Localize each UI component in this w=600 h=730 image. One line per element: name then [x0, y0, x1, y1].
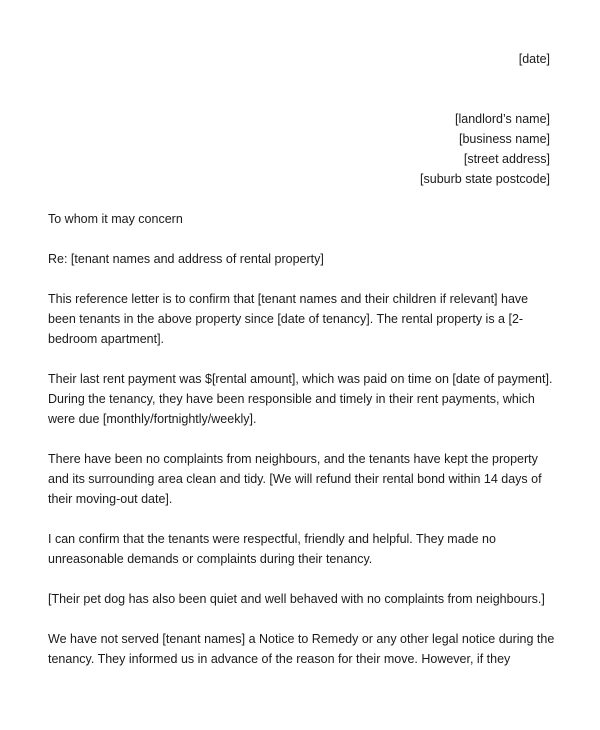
- salutation: To whom it may concern: [48, 212, 183, 226]
- paragraph-pet: [Their pet dog has also been quiet and well behaved with no complaints from neighbours.]: [48, 592, 545, 606]
- letter-body: [48, 209, 558, 689]
- date-block: [519, 49, 550, 69]
- paragraph-rent-payment: Their last rent payment was $[rental amount], which was paid on time on [date of payment]. During the tenancy, they have been responsible and timely in their rent payments, which were due [monthly/fortnightly/weekly].: [48, 372, 553, 426]
- paragraph-neighbours: There have been no complaints from neighbours, and the tenants have kept the property and its surrounding area clean and tidy. [We will refund their rental bond within 14 days of their moving-out date].: [48, 452, 542, 506]
- paragraph-confirmation: This reference letter is to confirm that [tenant names and their children if relevant] have been tenants in the above property since [date of tenancy]. The rental property is a [2-bedroom apartment].: [48, 292, 529, 346]
- recipient-address: [420, 109, 550, 189]
- paragraph-conduct: I can confirm that the tenants were respectful, friendly and helpful. They made no unreasonable demands or complaints during their tenancy.: [48, 532, 496, 566]
- address-line-business: [business name]: [458, 132, 550, 146]
- address-line-landlord: [landlord’s name]: [455, 112, 550, 126]
- subject-line: Re: [tenant names and address of rental property]: [48, 252, 324, 266]
- letter-date: [date]: [518, 52, 550, 66]
- address-line-suburb: [suburb state postcode]: [420, 172, 550, 186]
- paragraph-legal-notice: We have not served [tenant names] a Notice to Remedy or any other legal notice during the tenancy. They informed us in advance of the reason for their move. However, if they: [48, 632, 555, 666]
- address-line-street: [street address]: [463, 152, 550, 166]
